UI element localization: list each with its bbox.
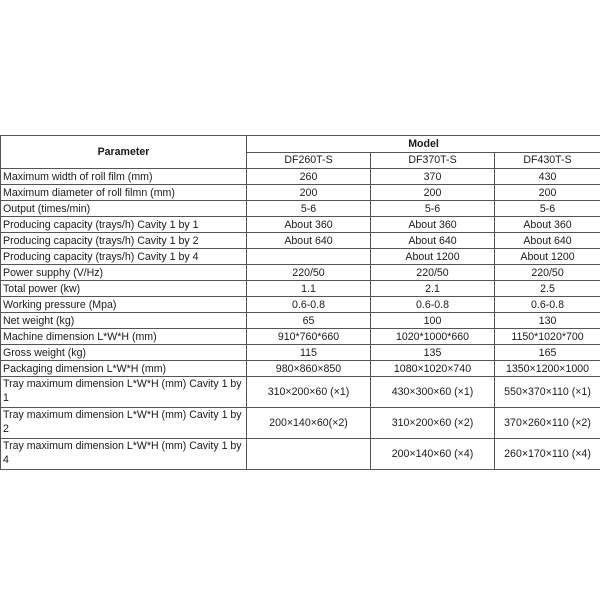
row-value: 370 [371,169,495,185]
row-value: 200 [371,185,495,201]
spec-table-body [1,169,600,470]
row-value: About 640 [247,233,371,249]
row-value: 200 [495,185,600,201]
row-value: 0.6-0.8 [371,297,495,313]
table-row [1,313,600,329]
parameter-header: Parameter [1,136,247,169]
table-row [1,169,600,185]
table-row [1,281,600,297]
row-value: 310×200×60 (×1) [247,377,371,408]
row-value: 220/50 [247,265,371,281]
row-value: 5-6 [495,201,600,217]
row-value: About 360 [371,217,495,233]
model-header: Model [247,136,600,153]
model-name-3: DF430T-S [495,152,600,169]
row-value: 310×200×60 (×2) [371,408,495,439]
row-value: 370×260×110 (×2) [495,408,600,439]
row-value: 980×860×850 [247,361,371,377]
row-value: 2.1 [371,281,495,297]
table-row [1,377,600,408]
row-value [247,249,371,265]
row-label: Machine dimension L*W*H (mm) [1,329,247,345]
row-label: Tray maximum dimension L*W*H (mm) Cavity 1 by 4 [1,439,247,470]
row-label: Working pressure (Mpa) [1,297,247,313]
row-value: 5-6 [371,201,495,217]
row-value: 115 [247,345,371,361]
table-row [1,439,600,470]
row-label: Tray maximum dimension L*W*H (mm) Cavity 1 by 2 [1,408,247,439]
row-value: 200×140×60 (×4) [371,439,495,470]
row-value: 0.6-0.8 [247,297,371,313]
row-value: 5-6 [247,201,371,217]
table-row [1,217,600,233]
row-value: 220/50 [495,265,600,281]
row-value: 2.5 [495,281,600,297]
row-value: 200 [247,185,371,201]
row-value: About 640 [495,233,600,249]
table-row [1,201,600,217]
row-label: Producing capacity (trays/h) Cavity 1 by 2 [1,233,247,249]
row-label: Packaging dimension L*W*H (mm) [1,361,247,377]
table-row [1,297,600,313]
row-label: Output (times/min) [1,201,247,217]
row-value: 200×140×60(×2) [247,408,371,439]
table-row [1,329,600,345]
row-value: 100 [371,313,495,329]
row-label: Maximum width of roll film (mm) [1,169,247,185]
row-label: Gross weight (kg) [1,345,247,361]
row-value: About 640 [371,233,495,249]
row-value: About 360 [495,217,600,233]
row-value: 65 [247,313,371,329]
spec-table [0,135,600,470]
row-value: 430×300×60 (×1) [371,377,495,408]
row-value: 1150*1020*700 [495,329,600,345]
row-value: 910*760*660 [247,329,371,345]
row-value: 1.1 [247,281,371,297]
table-row [1,345,600,361]
row-label: Net weight (kg) [1,313,247,329]
row-value [247,439,371,470]
table-row [1,408,600,439]
row-label: Total power (kw) [1,281,247,297]
row-label: Producing capacity (trays/h) Cavity 1 by 4 [1,249,247,265]
row-value: About 1200 [495,249,600,265]
row-value: About 1200 [371,249,495,265]
spec-table-container [0,135,600,470]
row-value: 260 [247,169,371,185]
row-label: Producing capacity (trays/h) Cavity 1 by 1 [1,217,247,233]
row-value: 1080×1020×740 [371,361,495,377]
row-value: 0.6-0.8 [495,297,600,313]
row-value: 1350×1200×1000 [495,361,600,377]
row-value: 135 [371,345,495,361]
row-label: Power supphy (V/Hz) [1,265,247,281]
table-row [1,265,600,281]
table-row [1,233,600,249]
model-name-2: DF370T-S [371,152,495,169]
row-value: 220/50 [371,265,495,281]
table-row [1,249,600,265]
row-value: About 360 [247,217,371,233]
row-value: 550×370×110 (×1) [495,377,600,408]
row-value: 165 [495,345,600,361]
row-value: 430 [495,169,600,185]
row-value: 1020*1000*660 [371,329,495,345]
model-name-1: DF260T-S [247,152,371,169]
table-row [1,361,600,377]
row-label: Tray maximum dimension L*W*H (mm) Cavity 1 by 1 [1,377,247,408]
row-label: Maximum diameter of roll filmn (mm) [1,185,247,201]
table-row [1,185,600,201]
row-value: 130 [495,313,600,329]
row-value: 260×170×110 (×4) [495,439,600,470]
